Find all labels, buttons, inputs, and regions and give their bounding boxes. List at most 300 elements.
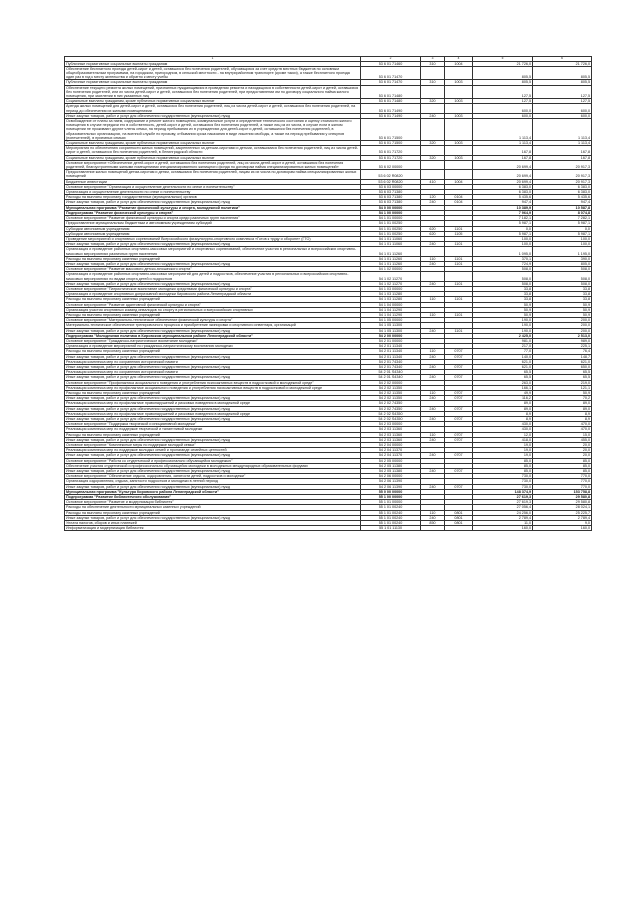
row-name: Расходы на обеспечение деятельности муниципальных казенных учреждений <box>65 505 361 510</box>
expense-type-code: 410 <box>421 179 445 184</box>
row-name: Реализация комплекса мер по профилактике правонарушений и рисковых поведения в молодежной среде <box>65 401 361 406</box>
target-article-code: 54 2 06 11390 <box>361 484 421 489</box>
row-name: Предоставление жилых помещений детям-сиротам и детям, оставшимся без попечения родителей, лицам из их числа по договорам найма специализированных жилых помещений <box>65 170 361 179</box>
section-code <box>445 104 473 113</box>
table-row <box>65 85 592 99</box>
amount-year-1: 20 699,4 <box>473 160 533 169</box>
amount-year-1: 430,0 <box>473 422 533 427</box>
section-code: 0707 <box>445 364 473 369</box>
row-name: Основное мероприятие "Работа со студенческой и профессионально обучающейся молодежью" <box>65 458 361 463</box>
target-article-code: 54 0 00 00000 <box>361 205 421 210</box>
amount-year-2: 50,9 <box>533 391 592 396</box>
target-article-code: 54 2 03 11360 <box>361 427 421 432</box>
expense-type-code <box>421 247 445 256</box>
amount-year-1: 148 374,9 <box>473 489 533 494</box>
row-name: Иные закупки товаров, работ и услуг для обеспечения государственных (муниципальных) нужд <box>65 396 361 401</box>
section-code: 0707 <box>445 484 473 489</box>
target-article-code: 54 1 01 00250 <box>361 226 421 231</box>
target-article-code: 54 2 01 S4340 <box>361 375 421 380</box>
target-article-code: 54 2 02 S4350 <box>361 417 421 422</box>
target-article-code: 53 6 01 71480 <box>361 85 421 99</box>
amount-year-2: 127,5 <box>533 99 592 104</box>
amount-year-2: 85,0 <box>533 463 592 468</box>
row-name: Субсидии автономным учреждениям <box>65 231 361 236</box>
expense-type-code <box>421 160 445 169</box>
row-name: Иные закупки товаров, работ и услуг для обеспечения государственных (муниципальных) нужд <box>65 364 361 369</box>
expense-type-code: 240 <box>421 437 445 442</box>
amount-year-1: 5 987,1 <box>473 221 533 226</box>
amount-year-1: 85,0 <box>473 469 533 474</box>
section-code <box>445 66 473 80</box>
amount-year-2: 20,0 <box>533 453 592 458</box>
amount-year-1: 24 256,0 <box>473 510 533 515</box>
row-name: Материально-техническое обеспечение тренировочного процесса и приобретение экипировки и спортивного инвентаря, организаций <box>65 323 361 328</box>
amount-year-1: 947,4 <box>473 200 533 205</box>
amount-year-2: 167,8 <box>533 146 592 155</box>
section-code: 1003 <box>445 155 473 160</box>
amount-year-1: 167,8 <box>473 155 533 160</box>
target-article-code: 54 1 02 11270 <box>361 281 421 286</box>
row-name: Муниципальная программа "Развитие физической культуры и спорта, молодежной политики" <box>65 205 361 210</box>
expense-type-code: 240 <box>421 453 445 458</box>
target-article-code: 54 2 01 S4340 <box>361 370 421 375</box>
amount-year-1: 621,0 <box>473 359 533 364</box>
amount-year-2: 600,0 <box>533 113 592 118</box>
amount-year-2: 9,0 <box>533 521 592 526</box>
amount-year-1: 0,0 <box>473 226 533 231</box>
row-name: Расходы на выплаты персоналу казенных учреждений <box>65 510 361 515</box>
amount-year-2: 100,0 <box>533 236 592 241</box>
target-article-code: 54 2 01 00000 <box>361 338 421 343</box>
expense-type-code <box>421 146 445 155</box>
expense-type-code: 240 <box>421 515 445 520</box>
expense-type-code: 320 <box>421 141 445 146</box>
row-name: Организация и проведение спортивных допризывной молодежи Кировского района Ленинградской области <box>65 292 361 297</box>
section-code: 0801 <box>445 510 473 515</box>
expense-type-code: 620 <box>421 231 445 236</box>
target-article-code: 54 1 04 11290 <box>361 307 421 312</box>
expense-type-code: 110 <box>421 297 445 302</box>
target-article-code: 54 2 02 11350 <box>361 385 421 390</box>
target-article-code: 54 2 02 11350 <box>361 391 421 396</box>
expense-type-code: 310 <box>421 80 445 85</box>
amount-year-1: 805,5 <box>473 66 533 80</box>
expense-type-code: 240 <box>421 113 445 118</box>
expense-type-code <box>421 66 445 80</box>
target-article-code: 54 2 04 00000 <box>361 443 421 448</box>
amount-year-2: 508,0 <box>533 281 592 286</box>
expense-type-code <box>421 272 445 281</box>
row-name: Иные закупки товаров, работ и услуг для обеспечения государственных (муниципальных) нужд <box>65 113 361 118</box>
amount-year-1: 20 699,4 <box>473 179 533 184</box>
amount-year-2: 8,9 <box>533 411 592 416</box>
amount-year-2: 621,0 <box>533 359 592 364</box>
section-code: 1003 <box>445 141 473 146</box>
target-article-code: 55 1 01 00240 <box>361 515 421 520</box>
section-code <box>445 146 473 155</box>
section-code: 1101 <box>445 281 473 286</box>
budget-table-body <box>65 57 592 531</box>
amount-year-2: 100,0 <box>533 242 592 247</box>
target-article-code: 54 2 01 11340 <box>361 349 421 354</box>
row-name: Основное мероприятие "Материально-техническое обеспечение физической культуры и спорта" <box>65 318 361 323</box>
expense-type-code: 240 <box>421 281 445 286</box>
target-article-code: 55 1 01 00000 <box>361 500 421 505</box>
amount-year-1: 7 964,9 <box>473 210 533 215</box>
column-number: 1 <box>65 57 361 62</box>
amount-year-2: 805,0 <box>533 261 592 266</box>
target-article-code: 54 1 01 11060 <box>361 242 421 247</box>
amount-year-2: 508,0 <box>533 267 592 272</box>
target-article-code: 54 1 03 11280 <box>361 292 421 297</box>
section-code: 1105 <box>445 231 473 236</box>
amount-year-2: 470,0 <box>533 422 592 427</box>
amount-year-1: 65,5 <box>473 375 533 380</box>
row-name: Основное мероприятие "Развитие и модернизация библиотек" <box>65 500 361 505</box>
section-code: 0707 <box>445 437 473 442</box>
section-code: 1101 <box>445 297 473 302</box>
target-article-code: 54 2 01 74340 <box>361 364 421 369</box>
row-name: Подпрограмма "Развитие физической культуры и спорта" <box>65 210 361 215</box>
section-code: 1101 <box>445 328 473 333</box>
row-name: Иные закупки товаров, работ и услуг для обеспечения государственных (муниципальных) нужд <box>65 200 361 205</box>
row-name: Основное мероприятие "Развитие физической культуры и спорта среди различных групп населения" <box>65 216 361 221</box>
amount-year-2: 650,0 <box>533 364 592 369</box>
amount-year-1: 19,0 <box>473 448 533 453</box>
amount-year-2: 167,8 <box>533 155 592 160</box>
target-article-code: 55 1 01 11130 <box>361 526 421 531</box>
amount-year-2: 33,8 <box>533 297 592 302</box>
section-code: 0801 <box>445 515 473 520</box>
amount-year-2: 121,1 <box>533 385 592 390</box>
amount-year-1: 50,9 <box>473 307 533 312</box>
amount-year-2: 5 987,1 <box>533 231 592 236</box>
row-name: Реализация комплекса мер по профилактике правонарушений и рисковых поведения в молодежной среде <box>65 411 361 416</box>
amount-year-2: 1 195,0 <box>533 247 592 256</box>
amount-year-1: 508,0 <box>473 281 533 286</box>
row-name: Подпрограмма "Развитие библиотечного обслуживания" <box>65 495 361 500</box>
section-code: 0707 <box>445 354 473 359</box>
expense-type-code: 240 <box>421 328 445 333</box>
amount-year-2: 1 113,4 <box>533 141 592 146</box>
amount-year-2: 50,9 <box>533 312 592 317</box>
target-article-code: 54 2 02 11350 <box>361 396 421 401</box>
amount-year-1: 430,0 <box>473 427 533 432</box>
target-article-code: 54 2 04 11370 <box>361 448 421 453</box>
amount-year-2: 20 917,3 <box>533 179 592 184</box>
amount-year-2: 600,0 <box>533 104 592 113</box>
target-article-code: 54 1 04 00000 <box>361 302 421 307</box>
target-article-code: 55 1 01 00240 <box>361 510 421 515</box>
amount-year-2: 770,0 <box>533 479 592 484</box>
amount-year-1: 77,0 <box>473 349 533 354</box>
expense-type-code <box>421 104 445 113</box>
row-name: Основное мероприятие «Обеспечение детей-сирот и детей, оставшихся без попечения родителей, лиц из числа детей-сирот и детей, оставшихся без попечения родителей, благоустроенными жилыми помещениями специализированного жилищного фонда по договорам найма специализированных жилых помещений» <box>65 160 361 169</box>
section-code: 0707 <box>445 391 473 396</box>
amount-year-2: 28 024,1 <box>533 505 592 510</box>
amount-year-1: 2 425,0 <box>473 333 533 338</box>
target-article-code: 54 2 01 11340 <box>361 354 421 359</box>
target-article-code: 54 2 06 11390 <box>361 479 421 484</box>
amount-year-2: 225,1 <box>533 344 592 349</box>
row-name: Расходы на выплаты персоналу казенных учреждений <box>65 256 361 261</box>
row-name: Иные закупки товаров, работ и услуг для обеспечения государственных (муниципальных) нужд <box>65 375 361 380</box>
amount-year-2: 805,5 <box>533 66 592 80</box>
amount-year-1: 730,0 <box>473 479 533 484</box>
row-name: Основное мероприятие "Обеспечение отдыха, оздоровления, занятости детей, подростков и молодежи" <box>65 474 361 479</box>
target-article-code: 53 6 01 71720 <box>361 146 421 155</box>
target-article-code: 54 2 01 74340 <box>361 359 421 364</box>
amount-year-2: 10 587,8 <box>533 205 592 210</box>
column-number: 3 <box>421 57 445 62</box>
row-name: Организация участия спортивных команд инвалидов по спорту в региональных и всероссийских спортивных <box>65 307 361 312</box>
target-article-code: 54 2 03 11360 <box>361 432 421 437</box>
target-article-code: 54 1 01 00250 <box>361 231 421 236</box>
section-code: 0104 <box>445 195 473 200</box>
amount-year-1: 508,0 <box>473 267 533 272</box>
amount-year-2: 5 987,1 <box>533 221 592 226</box>
amount-year-1: 600,0 <box>473 104 533 113</box>
section-code: 0707 <box>445 349 473 354</box>
row-name: Расходы на выплаты персоналу казенных учреждений <box>65 297 361 302</box>
amount-year-2: 200,0 <box>533 328 592 333</box>
amount-year-2: 200,0 <box>533 323 592 328</box>
row-name: Основное мероприятие "Развитие массового детско-юношеского спорта" <box>65 267 361 272</box>
amount-year-1: 50,9 <box>473 302 533 307</box>
target-article-code: 55 1 01 00240 <box>361 505 421 510</box>
expense-type-code: 240 <box>421 242 445 247</box>
amount-year-1: 1 095,0 <box>473 247 533 256</box>
section-code <box>445 170 473 179</box>
table-row <box>65 526 592 531</box>
amount-year-1: 19,0 <box>473 453 533 458</box>
row-name: Подпрограмма "Молодежная политика в Кировском муниципальном районе Ленинградской области" <box>65 333 361 338</box>
expense-type-code <box>421 170 445 179</box>
section-code: 0707 <box>445 453 473 458</box>
target-article-code: 53 6 01 71470 <box>361 80 421 85</box>
amount-year-1: 140,0 <box>473 354 533 359</box>
target-article-code: 54 1 01 00250 <box>361 221 421 226</box>
amount-year-2: 6 383,0 <box>533 190 592 195</box>
amount-year-1: 2 789,4 <box>473 515 533 520</box>
target-article-code: 54 1 05 11300 <box>361 328 421 333</box>
amount-year-2: 5 435,6 <box>533 195 592 200</box>
amount-year-2: 65,5 <box>533 375 592 380</box>
section-code <box>445 85 473 99</box>
amount-year-1: 20 699,4 <box>473 170 533 179</box>
row-name: Расходы на выплаты персоналу казенных учреждений <box>65 349 361 354</box>
row-name: Основное мероприятие "Патриотическое воспитание молодежи средствами физической культуры и спорта" <box>65 286 361 291</box>
table-row <box>65 146 592 155</box>
amount-year-1: 27 619,3 <box>473 500 533 505</box>
amount-year-1: 730,0 <box>473 474 533 479</box>
amount-year-2: 805,5 <box>533 80 592 85</box>
amount-year-2: 2 513,0 <box>533 333 592 338</box>
amount-year-2: 8 074,8 <box>533 210 592 215</box>
section-code: 0707 <box>445 432 473 437</box>
amount-year-2: 2 789,4 <box>533 515 592 520</box>
amount-year-2: 160,0 <box>533 526 592 531</box>
row-name: Основное мероприятие "Развитие адаптивной физической культуры и спорта" <box>65 302 361 307</box>
section-code: 1101 <box>445 256 473 261</box>
amount-year-1: 21 726,0 <box>473 61 533 66</box>
amount-year-1: 33,8 <box>473 286 533 291</box>
expense-type-code: 310 <box>421 61 445 66</box>
amount-year-2: 33,8 <box>533 292 592 297</box>
amount-year-1: 190,0 <box>473 323 533 328</box>
target-article-code: 53 6 01 71460 <box>361 61 421 66</box>
target-article-code: 54 2 01 11340 <box>361 344 421 349</box>
row-name: Иные закупки товаров, работ и услуг для обеспечения государственных (муниципальных) нужд <box>65 484 361 489</box>
amount-year-1: 1 113,4 <box>473 119 533 141</box>
row-name: Организация и осуществление деятельности по опеке и попечительству <box>65 190 361 195</box>
row-name: Социальные выплаты гражданам, кроме публичных нормативных социальных выплат <box>65 99 361 104</box>
target-article-code: 53 6 01 71500 <box>361 119 421 141</box>
row-name: Иные закупки товаров, работ и услуг для обеспечения государственных (муниципальных) нужд <box>65 453 361 458</box>
expense-type-code: 240 <box>421 354 445 359</box>
table-row <box>65 119 592 141</box>
row-name: Основное мероприятие "Профилактика асоциального поведения и употребления психоактивных веществ в подростковой и молодежной среде" <box>65 380 361 385</box>
target-article-code: 54 2 06 00000 <box>361 474 421 479</box>
amount-year-2: 50,9 <box>533 302 592 307</box>
row-name: Уплата налогов, сборов и иных платежей <box>65 521 361 526</box>
amount-year-1: 160,0 <box>473 526 533 531</box>
expense-type-code: 240 <box>421 417 445 422</box>
amount-year-2: 29 580,8 <box>533 500 592 505</box>
amount-year-1: 19,0 <box>473 443 533 448</box>
amount-year-1: 49,9 <box>473 391 533 396</box>
section-code <box>445 247 473 256</box>
amount-year-2: 6 383,0 <box>533 184 592 189</box>
row-name: Иные закупки товаров, работ и услуг для обеспечения государственных (муниципальных) нужд <box>65 281 361 286</box>
amount-year-1: 167,8 <box>473 146 533 155</box>
table-row <box>65 104 592 113</box>
expense-type-code: 110 <box>421 256 445 261</box>
row-name: Обеспечение бесплатного проезда детей-сирот и детей, оставшихся без попечения родителей, обучающихся за счет средств местных бюджетов по основным общеобразовательным программам, на городском, пригородном, в сельской местности - на внутрирайонном транспорте (кроме такси), а также бесплатного проезда один раз в год к месту жительства и обратно к месту учебы <box>65 66 361 80</box>
amount-year-1: 27 619,3 <box>473 495 533 500</box>
amount-year-2: 70,2 <box>533 396 592 401</box>
amount-year-1: 33,8 <box>473 297 533 302</box>
target-article-code: 54 2 02 S4350 <box>361 411 421 416</box>
row-name: Информатизация и модернизация библиотек <box>65 526 361 531</box>
row-name: Социальные выплаты гражданам, кроме публичных нормативных социальных выплат <box>65 155 361 160</box>
amount-year-2: 470,0 <box>533 427 592 432</box>
row-name: Реализация комплекса мер по поддержке молодых семей и пропаганде семейных ценностей <box>65 448 361 453</box>
amount-year-1: 5 987,1 <box>473 231 533 236</box>
amount-year-1: 12,0 <box>473 432 533 437</box>
section-code <box>445 160 473 169</box>
amount-year-1: 65,5 <box>473 370 533 375</box>
target-article-code: 54 2 02 74350 <box>361 401 421 406</box>
amount-year-2: 989,0 <box>533 338 592 343</box>
amount-year-1: 6 383,0 <box>473 184 533 189</box>
expense-type-code: 320 <box>421 99 445 104</box>
amount-year-1: 33,8 <box>473 292 533 297</box>
amount-year-2: 947,4 <box>533 200 592 205</box>
amount-year-1: 89,0 <box>473 401 533 406</box>
amount-year-2: 455,0 <box>533 437 592 442</box>
expense-type-code: 120 <box>421 195 445 200</box>
row-name: Иные закупки товаров, работ и услуг для обеспечения государственных (муниципальных) нужд <box>65 242 361 247</box>
target-article-code: 54 2 05 11380 <box>361 469 421 474</box>
row-name: Бюджетные инвестиции <box>65 179 361 184</box>
row-name: Социальные выплаты гражданам, кроме публичных нормативных социальных выплат <box>65 141 361 146</box>
row-name: Обеспечение текущего ремонта жилых помещений, признанных нуждающимися в проведении ремонта и находящихся в собственности детей-сирот и детей, оставшихся без попечения родителей, или их числа детей-сирот и детей, оставшихся без попечения родителей, при предоставлении им по договору социального найма жилого помещения, при заселении в них указанных лиц <box>65 85 361 99</box>
target-article-code: 54 1 01 11260 <box>361 261 421 266</box>
row-name: Основное мероприятие "Комплексные меры по поддержке молодой семьи" <box>65 443 361 448</box>
expense-type-code: 850 <box>421 521 445 526</box>
amount-year-1: 1 113,4 <box>473 141 533 146</box>
target-article-code: 54 2 00 00000 <box>361 333 421 338</box>
section-code: 0707 <box>445 375 473 380</box>
amount-year-1: 100,0 <box>473 236 533 241</box>
section-code: 1101 <box>445 261 473 266</box>
target-article-code: 53 6 02 00000 <box>361 160 421 169</box>
row-name: Предоставление муниципальным бюджетным и автономным учреждениям субсидий <box>65 221 361 226</box>
amount-year-2: 21 726,0 <box>533 61 592 66</box>
amount-year-2: 20 917,3 <box>533 170 592 179</box>
row-name: Основное мероприятие "Организация и осуществление деятельности по опеке и попечительству" <box>65 184 361 189</box>
amount-year-2: 508,0 <box>533 272 592 281</box>
row-name: Освобождение от платы за наем, содержание и ремонт жилого помещения, коммунальные услуги и определение технического состояния и оценку стоимости жилого помещения в случае передачи его в собственность, детей-сирот и детей, оставшихся без попечения родителей, а также лиц из их числа, в случае если в жилом помещении не проживают другие члены семьи, на период пребывания их в учреждениях для детей-сирот и детей, оставшихся без попечения родителей, в образовательных организациях, на военной службе по призыву, отбывания срока наказания в виде лишения свободы, а также на период пребывания у опекунов (попечителей), в приемных семьях <box>65 119 361 141</box>
section-code: 1004 <box>445 61 473 66</box>
expense-type-code: 240 <box>421 406 445 411</box>
row-name: Реализация комплекса мер по сохранению исторической памяти <box>65 359 361 364</box>
amount-year-1: 85,0 <box>473 463 533 468</box>
expense-type-code: 110 <box>421 510 445 515</box>
row-name: Публичные нормативные социальные выплаты гражданам <box>65 61 361 66</box>
target-article-code: 53 6 03 71380 <box>361 195 421 200</box>
amount-year-1: 8,9 <box>473 417 533 422</box>
row-name: Реализация комплекса мер по сохранению исторической памяти <box>65 370 361 375</box>
amount-year-1: 166,1 <box>473 385 533 390</box>
amount-year-2: 89,0 <box>533 406 592 411</box>
row-name: Организация оздоровления, отдыха, занятости подростков и молодежи в летний период <box>65 479 361 484</box>
amount-year-2: 85,0 <box>533 469 592 474</box>
row-name: Иные закупки товаров, работ и услуг для обеспечения государственных (муниципальных) нужд <box>65 469 361 474</box>
amount-year-1: 100,0 <box>473 242 533 247</box>
row-name: Реализация комплекса мер по поддержке творческой и талантливой молодежи <box>65 427 361 432</box>
amount-year-2: 0,0 <box>533 226 592 231</box>
target-article-code: 54 2 04 11370 <box>361 453 421 458</box>
row-name: Основное мероприятие "Гражданско-патриотическое воспитание молодежи" <box>65 338 361 343</box>
target-article-code: 53 6 02 R0820 <box>361 170 421 179</box>
amount-year-1: 50,9 <box>473 312 533 317</box>
row-name: Иные закупки товаров, работ и услуг для обеспечения государственных (муниципальных) нужд <box>65 354 361 359</box>
target-article-code: 55 1 00 00000 <box>361 495 421 500</box>
expense-type-code: 620 <box>421 226 445 231</box>
column-number: 4 <box>445 57 473 62</box>
target-article-code: 54 1 03 11280 <box>361 297 421 302</box>
expense-type-code: 110 <box>421 312 445 317</box>
expense-type-code: 320 <box>421 155 445 160</box>
section-code <box>445 272 473 281</box>
target-article-code: 54 1 05 00000 <box>361 318 421 323</box>
amount-year-2: 7 282,1 <box>533 216 592 221</box>
amount-year-2: 1 113,4 <box>533 119 592 141</box>
target-article-code: 54 2 03 00000 <box>361 422 421 427</box>
target-article-code: 54 1 05 11300 <box>361 323 421 328</box>
row-name: Обеспечение участия студенческой и профессионально обучающейся молодежи в молодежных международных образовательных форумах <box>65 463 361 468</box>
section-code: 1003 <box>445 99 473 104</box>
target-article-code: 54 1 01 11260 <box>361 256 421 261</box>
amount-year-1: 190,0 <box>473 318 533 323</box>
target-article-code: 54 1 01 00000 <box>361 216 421 221</box>
amount-year-2: 219,0 <box>533 380 592 385</box>
target-article-code: 53 6 02 R0820 <box>361 179 421 184</box>
amount-year-1: 724,9 <box>473 261 533 266</box>
target-article-code: 53 6 01 71490 <box>361 113 421 118</box>
